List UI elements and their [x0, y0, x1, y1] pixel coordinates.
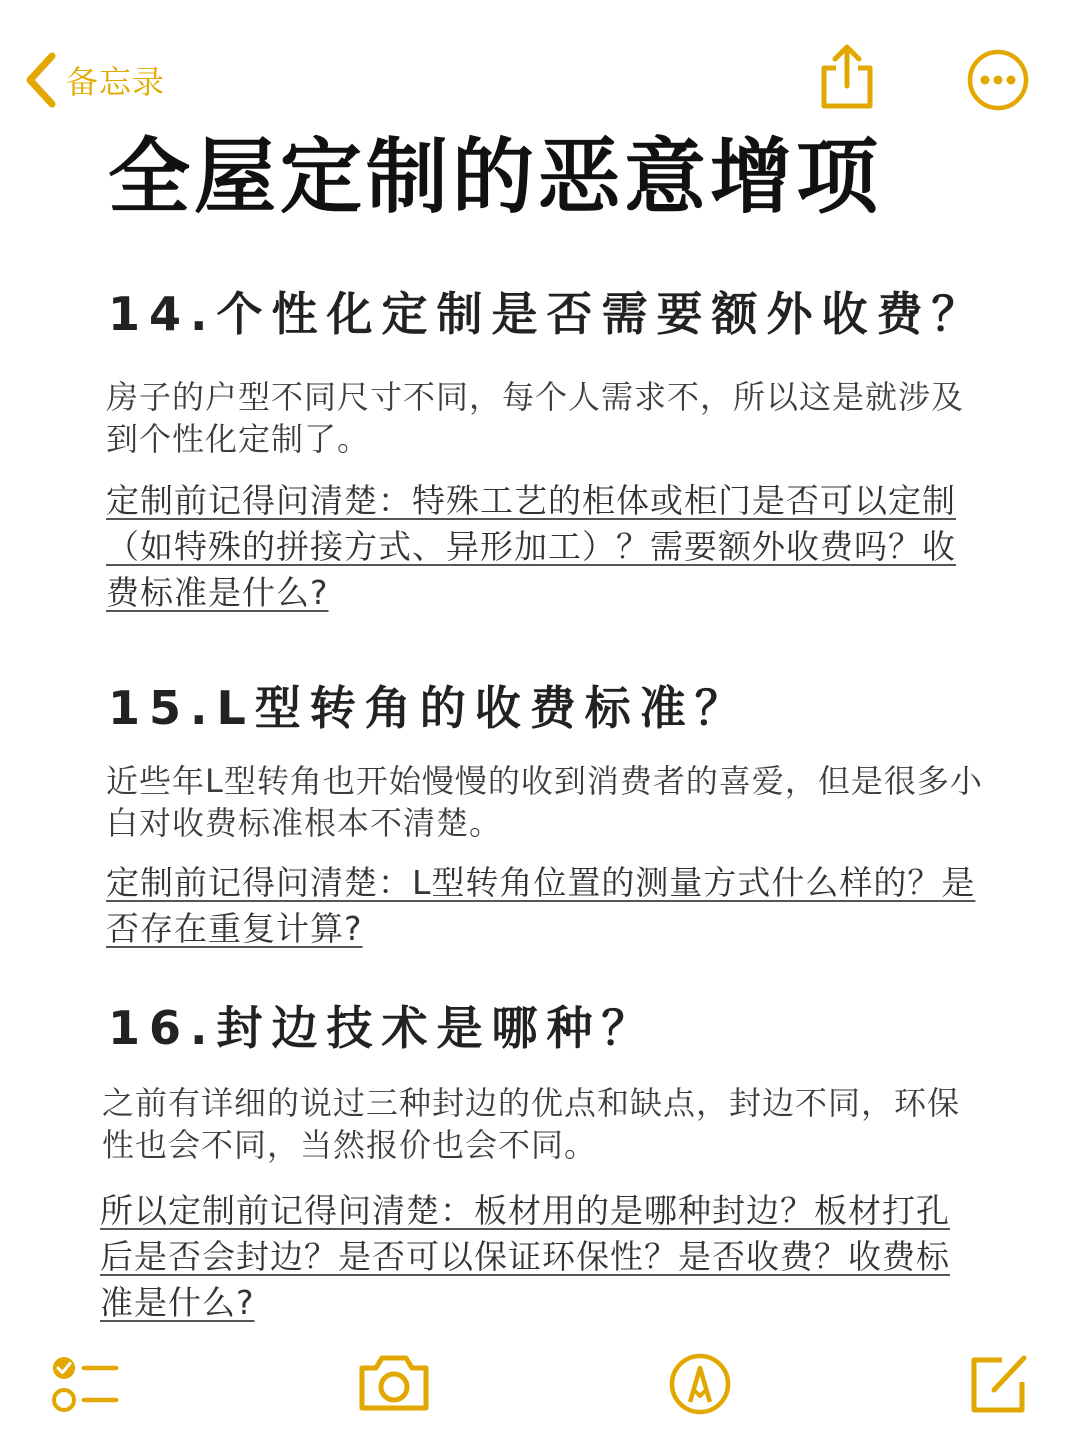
- section-question-text: 所以定制前记得问清楚：板材用的是哪种封边？板材打孔后是否会封边？是否可以保证环保性？是否收费？收费标准是什么?: [100, 1191, 950, 1322]
- section-body: 房子的户型不同尺寸不同，每个人需求不，所以这是就涉及到个性化定制了。: [106, 378, 965, 458]
- checklist-icon: [50, 1352, 122, 1418]
- share-icon: [818, 42, 876, 112]
- chevron-left-icon: [24, 52, 58, 108]
- more-icon: [966, 48, 1030, 112]
- markup-button[interactable]: [668, 1352, 732, 1420]
- section-body: 近些年L型转角也开始慢慢的收到消费者的喜爱，但是很多小白对收费标准根本不清楚。: [106, 762, 983, 842]
- section-question: [106, 860, 986, 952]
- section-question: [106, 478, 986, 616]
- section-heading: 14.个性化定制是否需要额外收费？: [108, 287, 987, 341]
- share-button[interactable]: [818, 42, 876, 116]
- section-question: [100, 1188, 980, 1326]
- section-question-text: 定制前记得问清楚：L型转角位置的测量方式什么样的？是否存在重复计算?: [106, 863, 976, 948]
- bottom-toolbar: [0, 1340, 1080, 1440]
- markup-icon: [668, 1352, 732, 1416]
- top-bar: [0, 0, 1080, 140]
- camera-button[interactable]: [356, 1352, 432, 1418]
- back-label: 备忘录: [66, 63, 166, 101]
- compose-button[interactable]: [968, 1350, 1032, 1420]
- section-heading: 16.封边技术是哪种？: [108, 1001, 657, 1055]
- note-title: 全屋定制的恶意增项: [108, 130, 883, 225]
- section-question-text: 定制前记得问清楚：特殊工艺的柜体或柜门是否可以定制（如特殊的拼接方式、异形加工）？需要额外收费吗？收费标准是什么?: [106, 481, 956, 612]
- compose-icon: [968, 1350, 1032, 1416]
- back-button[interactable]: [24, 52, 165, 108]
- section-body: 之前有详细的说过三种封边的优点和缺点，封边不同，环保性也会不同，当然报价也会不同。: [102, 1084, 961, 1164]
- camera-icon: [356, 1352, 432, 1414]
- checklist-button[interactable]: [50, 1352, 122, 1422]
- more-button[interactable]: [966, 48, 1030, 116]
- section-heading: 15.L型转角的收费标准？: [108, 681, 750, 735]
